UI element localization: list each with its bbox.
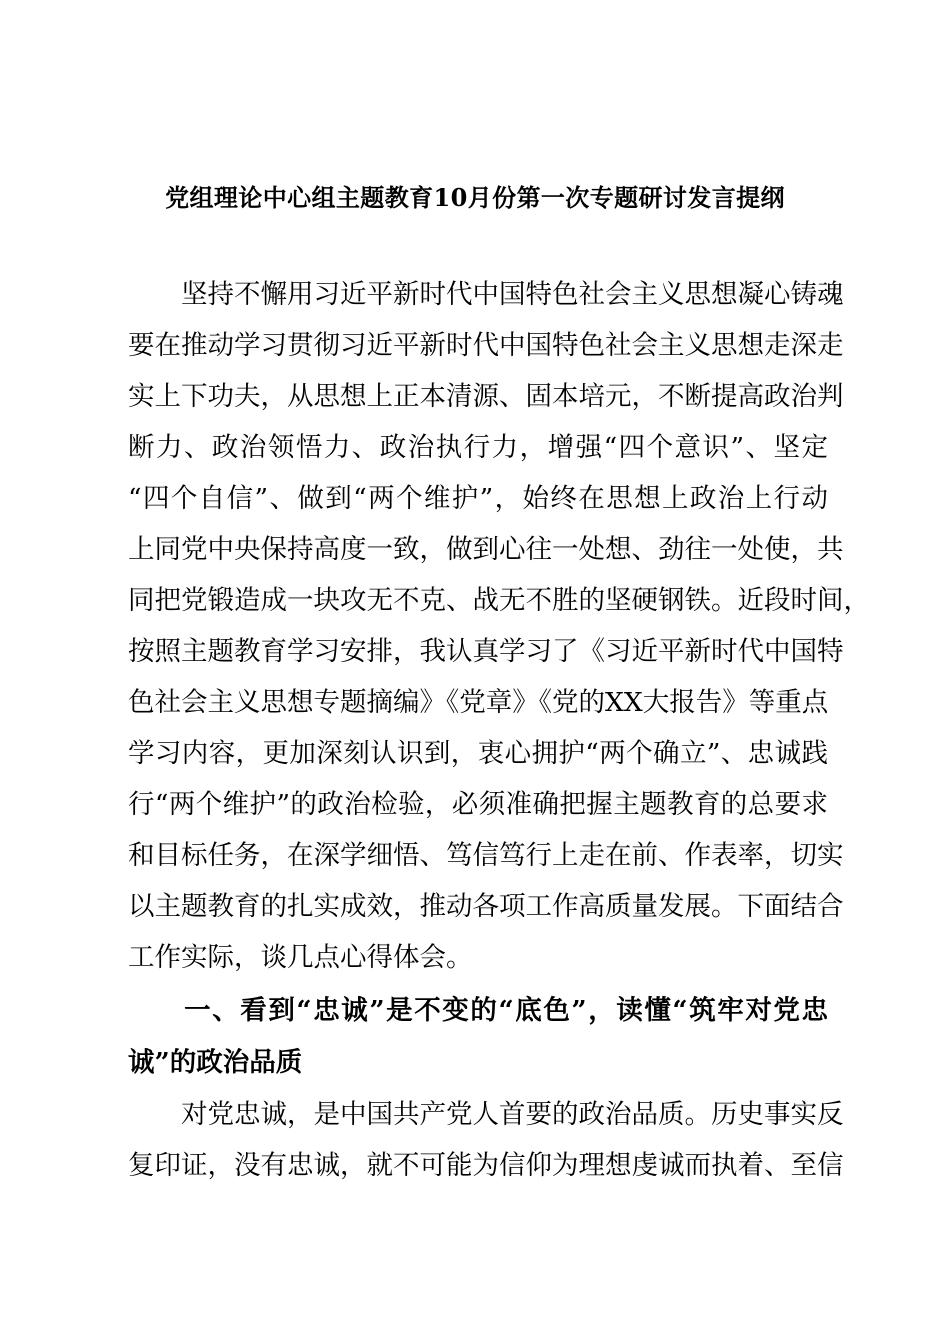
body-line: 学习内容，更加深刻认识到，衷心拥护“两个确立”、忠诚践 [128,738,828,769]
document-title: 党组理论中心组主题教育10月份第一次专题研讨发言提纲 [165,183,785,212]
body-line: 断力、政治领悟力、政治执行力，增强“四个意识”、坚定 [128,432,828,463]
body-line: 行“两个维护”的政治检验，必须准确把握主题教育的总要求 [128,789,828,820]
body-line: 按照主题教育学习安排，我认真学习了《习近平新时代中国特 [128,636,844,667]
body-line: 坚持不懈用习近平新时代中国特色社会主义思想凝心铸魂 [128,279,844,310]
section-heading-line: 诚”的政治品质 [128,1047,303,1078]
body-line: 对党忠诚，是中国共产党人首要的政治品质。历史事实反 [128,1099,844,1130]
body-line: 色社会主义思想专题摘编》《党章》《党的XX大报告》等重点 [128,687,829,718]
section-heading-line: 一、看到“忠诚”是不变的“底色”，读懂“筑牢对党忠 [128,995,828,1026]
body-line: “四个自信”、做到“两个维护”，始终在思想上政治上行动 [128,483,828,514]
body-line: 以主题教育的扎实成效，推动各项工作高质量发展。下面结合 [128,891,844,922]
body-line: 要在推动学习贯彻习近平新时代中国特色社会主义思想走深走 [128,330,844,361]
body-line: 上同党中央保持高度一致，做到心往一处想、劲往一处使，共 [128,534,844,565]
body-line: 复印证，没有忠诚，就不可能为信仰为理想虔诚而执着、至信 [128,1150,844,1181]
body-line: 和目标任务，在深学细悟、笃信笃行上走在前、作表率，切实 [128,840,844,871]
body-line: 实上下功夫，从思想上正本清源、固本培元，不断提高政治判 [128,381,844,412]
body-line: 同把党锻造成一块攻无不克、战无不胜的坚硬钢铁。近段时间， [128,585,870,616]
body-line: 工作实际，谈几点心得体会。 [128,942,473,973]
